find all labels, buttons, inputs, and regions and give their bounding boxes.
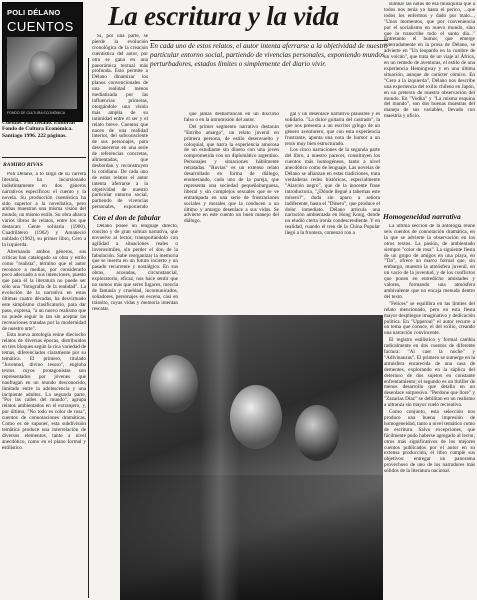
deck: En cada uno de estos relatos, el autor intenta aferrarse a la objetividad de nuestro particular entorno social, partiendo de vivencias personales, exponiendo mundos perturbadores, estados límites o simplemente del diario vivir. [150,42,388,68]
subhead-fabular: Con el don de fabular [93,213,161,222]
article-column-2-top [92,34,148,210]
cover-title: CUENTOS [7,19,74,34]
paragraph: Esta nueva antología reúne dieciocho relatos de diversas épocas, distribuidos en tres bloques según la rica variedad de temas, diferenciados claramente por su temática. El primero, titulado "Juventud, divino tesoro", engloba textos cuyos protagonistas son representados por jóvenes que naufragan en un mundo desconocido, limitado entre la adolescencia y una incipiente adultez. La segunda parte, "Por las calles del mundo", agrupa relatos ambientados en el extranjero, y, por último, "No todo es color de rosa", cuentos de connotaciones dramáticas. Como es de suponer, esta subdivisión temática produce una interrelación de diversos elementos, tanto a nivel anecdótico, como en el plano formal y estilístico. [2,332,86,451]
article-column-3 [184,112,279,312]
cover-illustration [7,37,77,109]
book-cover-image [2,2,83,122]
subhead-homogeneidad: Homogeneidad narrativa [383,212,461,221]
paragraph: Como conjunto, esta selección nos produce una buena impresión de homogeneidad, tanto a nivel temático como de escritura. Salvo excepciones, que fácilmente pudo haberse agregado al lector, otros más significativos de los mejores cuentos publicados por el autor en su extensa producción, el libro cumple sus objetivos: entregar un panorama provechoso de uno de los narradores más sólidos de la literatura nacional. [384,409,475,475]
photo-figure [295,405,339,461]
cover-publisher: FONDO DE CULTURA ECONÓMICA [7,111,66,115]
paragraph: Poli Délano, a lo largo de su carrera literaria, ha incursionado indistintamente en dos géneros narrativos específicos: el cuento y la novela. Su producción cuentística ha sido superior a la novelística, pero ambas muestran una misma visión del mundo, un mismo estilo. Su obra abarca varios libros de relatos, entre los que destacan: Gente solitaria (1960), Cuadrilátero (1962) y Amaneció nublado (1962), su primer libro, Cero a la izquierda. [2,172,86,248]
photo-highlight [200,315,240,600]
cover-author: POLI DÉLANO [7,8,61,17]
paragraph: sumbar las notas de esa musiquilla que a todos nos tenía ya hasta el perico, ...que todos los enfermos y dado por malo..., "Unos momentos, que por conveniencia por el socialismo en nuevo mundo, sino que lo transcribe todo el santo día..." Entretanto el humor, que emerge soterradamente en la prosa de Délano, se advierte en "Un leopardo en la cumbre de un volcán", que trata de un viaje al África, en un remedo de aventuras, el estilo de una experiencia Hemingway y en una última situación, aunque de carácter cómico. En "Cero a la izquierda", Délano nos describe una experiencia del exilio chileno en Japón, en un pretexto de nuestra observación del mundo. En "Vodka" y "La misma esquina del mundo", son dos buenas muestras del manejo de sus variables, llevado con maestría y oficio. [384,2,475,120]
paragraph: La última sección de la antología reúne seis cuentos de connotación dramática, en la que se advierte la observación en los otros textos. La pasión, de ambientado siempre "color de rosa". La siguiente fiesta de un grupo de amigos en una playa, en "Tio", ofrece un marco formal que, sin embargo, muestra la atmósfera juvenil, en un vacío de la juventud, y de los conflictos que ponen en entredicho amistades y valores, formando una atmósfera ambivalente que no encaja menuda dentro del texto. [384,224,475,300]
article-column-4 [285,112,380,312]
paragraph: Alternando ambos géneros, sus críticas han catalogado su obra y estilo como "realista", término que el autor reconoce a medias, por considerarlo poco adecuado a sus intenciones, puesto que para él la literatura no puede ser sólo una "fotografía de la realidad". La evolución de la narrativa en estas últimas cuatro décadas, ha desvirtuado este simplismo clasificatorio, para dar paso, expresa, "a un nuevo realismo que no puede seguir lo tan sin aceptar las recreaciones tratadas por la modernidad de nuestro arte". [2,248,86,332]
paragraph: que jamás desbarrancan en un discurso falso o en la intromisión del autor. [184,112,279,123]
paragraph: El registro estilístico y formal cambia radicalmente en dos cuentos de diferente factura: "Al caer la noche" y "Adivinanzas". El primero se sumerge en la atmósfera enrarecida de una casa de dementes, explorando en la súplica del deterioro de dos sujetos en constante enfrentamiento; el segundo es un thriller de menos desarrollo que detalla en un desenlace sorpresivo. "Perdone que llore" y "Zazarías Díaz" se debilitan en un realismo a ultranza sin mayor vuelo recreativo. [384,337,475,409]
photo-shadow [120,475,383,600]
article-column-5-bottom [384,224,475,598]
paragraph: Si, por una parte, se pierde la evolución cronológica de la creación cuentística del autor, por otra se gana en una panorámica textual más profunda. Esto permite a Délano dinamizar los planos convencionales de una realidad menos mediatizada por las influencias primeras, otorgándole una visión más amplia de su intimidad entre el ser y el relato breve. Cuentos que nacen de una realidad interior, del subconsciente de sus personajes, para desvanecerse en una serie de referencias concretas, alimentadas, que desbordan y reconstruyen lo cotidiano. De cada uno de estos relatos el autor intenta aferrarse a la objetividad de nuestro particular entorno social, partiendo de vivencias personales, exponiendo [92,34,148,210]
article-column-5-top [384,2,475,210]
article-photo [120,315,383,600]
photo-figure [150,355,198,413]
book-caption [2,120,88,139]
paragraph: Del primer segmento narrativo destacan "Estribo amargo", un relato juvenil en primera persona, de estilo desenvuelto y coloquial, que narra la experiencia amorosa de un estudiante sin dinero con una joven comprometida con un diplomático argentino. Personajes y situaciones hábilmente retratadas. "Ruvias" es un extenso relato desarrollado en forma de diálogo, enumerando, cada uno de la pareja, que representa una sociedad pequeñoburguesa, liberal y sin complejos sexuales que se ve entrampada en una serie de frustraciones sociales y morales que la conducen a un último y amargo desenlace a sus vidas. Se advierte en este cuento un buen manejo del diálogo. [184,123,279,225]
headline: La escritura y la vida [108,1,340,31]
paragraph: "Felices" se equilibra en las límites del relato mencionado, pero en esta fiesta mayor despliegue imaginativo y dedicación política. En "Upperoul" el autor recurre a un tema que conoce, el del exilio, creando una narración convincente. [384,300,475,337]
article-column-1 [2,172,86,598]
paragraph: Délano posee un lenguaje directo, conciso y de gran soltura narrativa, que envuelve al lector, transportándolo con agilidad a situaciones reales o inverosímiles, sin perder el don de la fabulación. Sabe reorganizar la memoria que se inserta en un futuro incierto y un pasado recurrente y nostálgico. En sus obras, acosadas, circunstancial, exploratorio, eficaz, nos hace sentir que no somos más que seres fugaces, mezcla de fantasía y crueldad, incomunicados, soñadores, personajes en escena, casi en tránsito, cuyas vidas y memoria intentan rescatar. [92,224,178,312]
paragraph: gal y un desenlace narrativo plausible y es solidario. "La dulce guitarra del castrado", la que nos presenta a un escritor gringo de un género aventurero, que con esta experiencia frustrante, apunta una nota de humor a un texto muy bien estructurado. [285,112,380,147]
caption-text: Cuentos. Poli Délano. Editorial Fondo de Cultura Económica. Santiago 1996. 222 páginas. [2,120,75,139]
cover-portrait [29,51,55,85]
column-rule [88,58,89,598]
article-column-2-bottom [92,224,178,314]
paragraph: Los cinco narraciones de la segunda parte del libro, a nuestro parecer, constituyen los cuentos más homogéneos, tanto a nivel anecdótico como de lenguaje. Las novelas de Délano se afianzan en estas tradiciones, trata verdaderas redes históricas, especialmente "Alarcón negro", que de la inocente frase introductoria, "¿Dónde llegué a tabernas este mísero?", duda sin apuro a señora indiferente, hasta el "Dinero", que produce el dolor inmediato. Délano articula una narración ambientada en Hong Kong, donde no eludió cierta ironía condescendiente. Y en realidad, cuando el tren de la China Popular llegó a la frontera, comenzó ron a [285,147,380,237]
deck-rule-top [150,40,388,41]
caption-rule [2,157,86,158]
byline: RAMIRO RIVAS [3,162,43,168]
